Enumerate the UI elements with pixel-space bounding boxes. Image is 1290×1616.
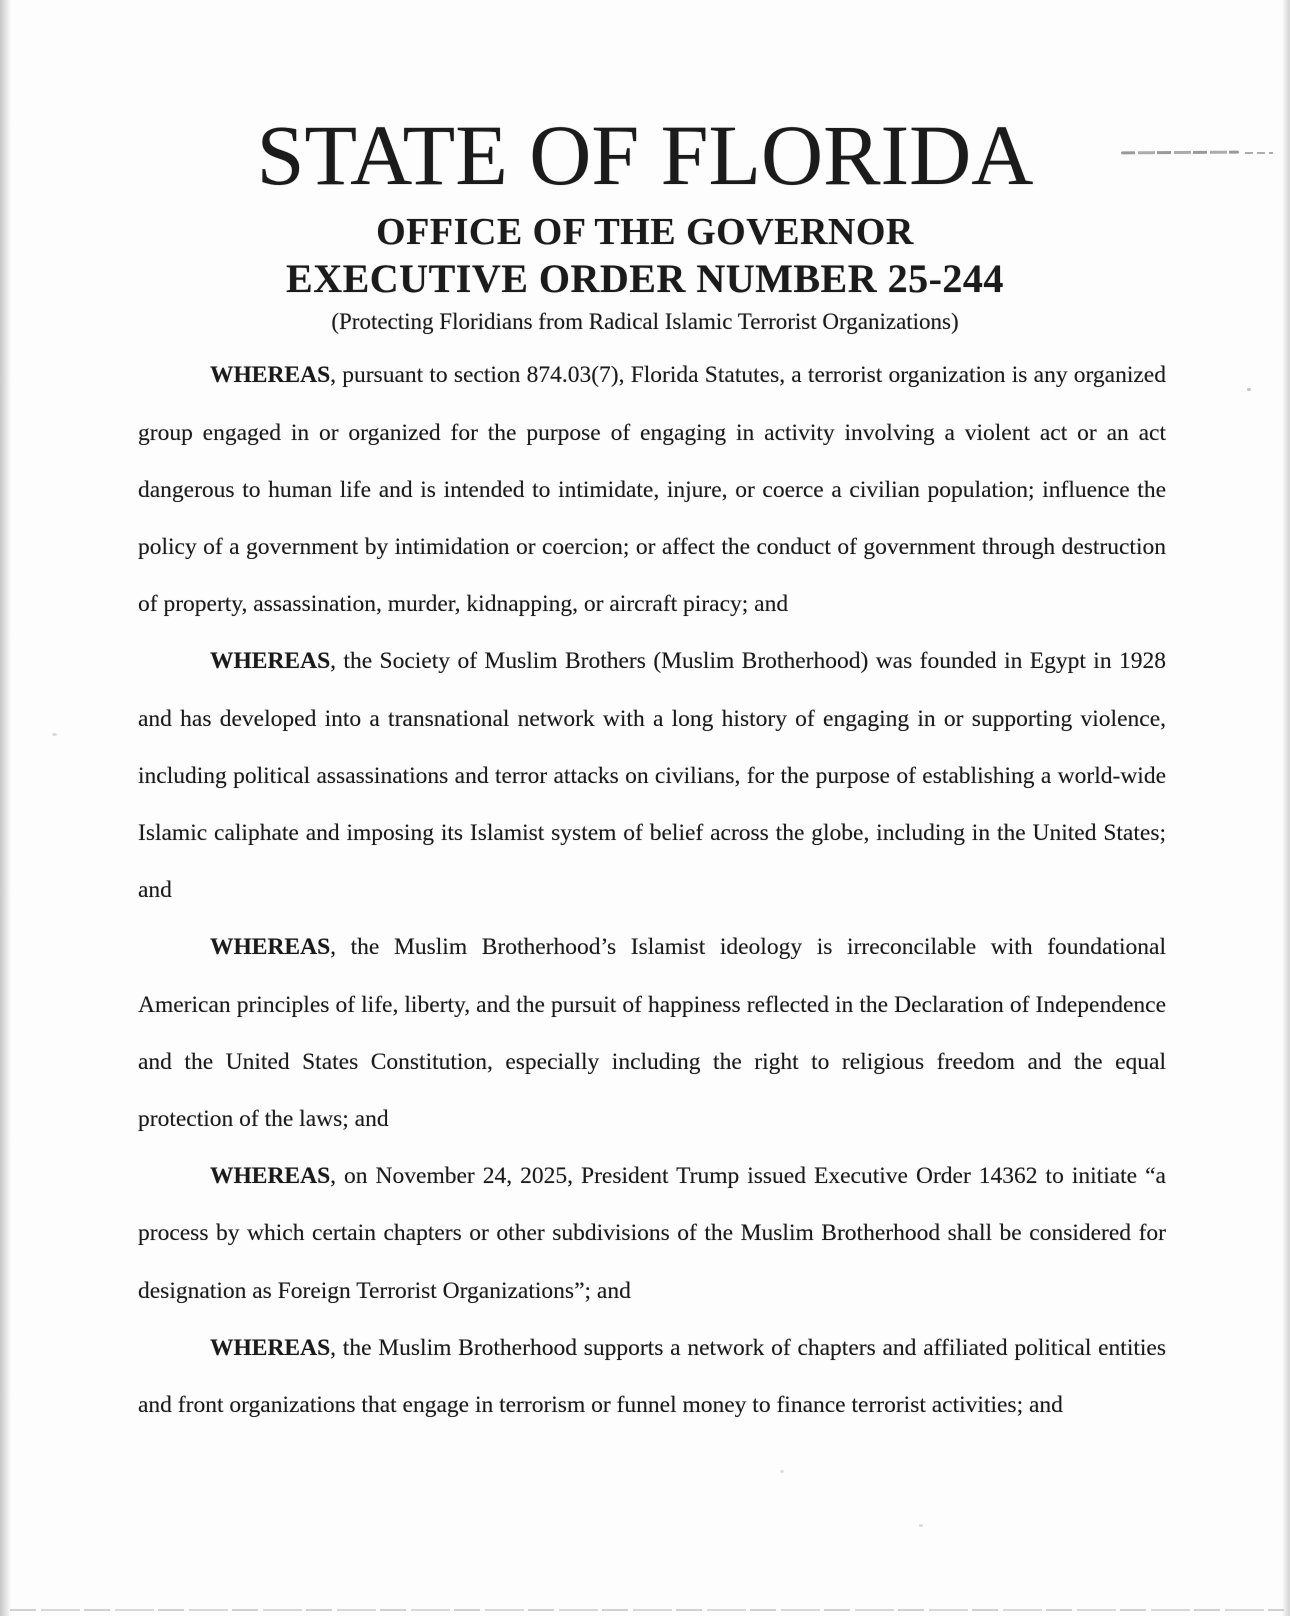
paragraph-text-2: , the Society of Muslim Brothers (Muslim Brotherhood) was founded in Egypt in 1928 and has developed into a transnational network with a long history of engaging in or supporting violence, including political assassinations and terror attacks on civilians, for the purpose of establishing a world-wide Islamic caliphate and imposing its Islamist system of belief across the globe, including in the United States; and — [138, 648, 1166, 904]
whereas-paragraph-2 — [138, 633, 1166, 919]
scan-speck — [919, 1524, 923, 1527]
office-of-governor-line: OFFICE OF THE GOVERNOR — [376, 211, 914, 254]
whereas-lead-2: WHEREAS — [210, 648, 331, 675]
paragraph-text-1: , pursuant to section 874.03(7), Florida Statutes, a terrorist organization is any organized group engaged in or organized for the purpose of engaging in activity involving a violent act or an act dangerous to human life and is intended to intimidate, injure, or coerce a civilian population; influence the policy of a government by intimidation or coercion; or affect the conduct of government through destruction of property, assassination, murder, kidnapping, or aircraft piracy; and — [138, 362, 1166, 618]
state-title: STATE OF FLORIDA — [256, 107, 1034, 203]
paragraph-text-4: , on November 24, 2025, President Trump issued Executive Order 14362 to initiate “a process by which certain chapters or other subdivisions of the Muslim Brotherhood shall be considered for designation as Foreign Terrorist Organizations”; and — [138, 1163, 1166, 1304]
order-subtitle: (Protecting Floridians from Radical Islamic Terrorist Organizations) — [331, 309, 959, 335]
scan-speck — [780, 1470, 784, 1473]
whereas-lead-3: WHEREAS — [210, 934, 331, 961]
whereas-paragraph-1 — [138, 347, 1166, 633]
whereas-lead-5: WHEREAS — [210, 1334, 331, 1361]
whereas-paragraph-3 — [138, 919, 1166, 1148]
whereas-lead-1: WHEREAS — [210, 362, 331, 389]
scan-speck — [1247, 388, 1251, 391]
executive-order-number-line: EXECUTIVE ORDER NUMBER 25-244 — [286, 256, 1004, 302]
document-body — [138, 347, 1166, 1434]
scan-edge-bottom — [10, 1609, 1284, 1611]
whereas-lead-4: WHEREAS — [210, 1163, 331, 1190]
scan-speck — [52, 733, 57, 736]
whereas-paragraph-5 — [138, 1320, 1166, 1434]
whereas-paragraph-4 — [138, 1148, 1166, 1320]
paragraph-text-3: , the Muslim Brotherhood’s Islamist ideology is irreconcilable with foundational American principles of life, liberty, and the pursuit of happiness reflected in the Declaration of Independence and the United States Constitution, especially including the right to religious freedom and the equal protection of the laws; and — [138, 934, 1166, 1132]
document-header — [0, 0, 1290, 334]
paragraph-text-5: , the Muslim Brotherhood supports a network of chapters and affiliated political entities and front organizations that engage in terrorism or funnel money to finance terrorist activities; and — [138, 1334, 1166, 1418]
